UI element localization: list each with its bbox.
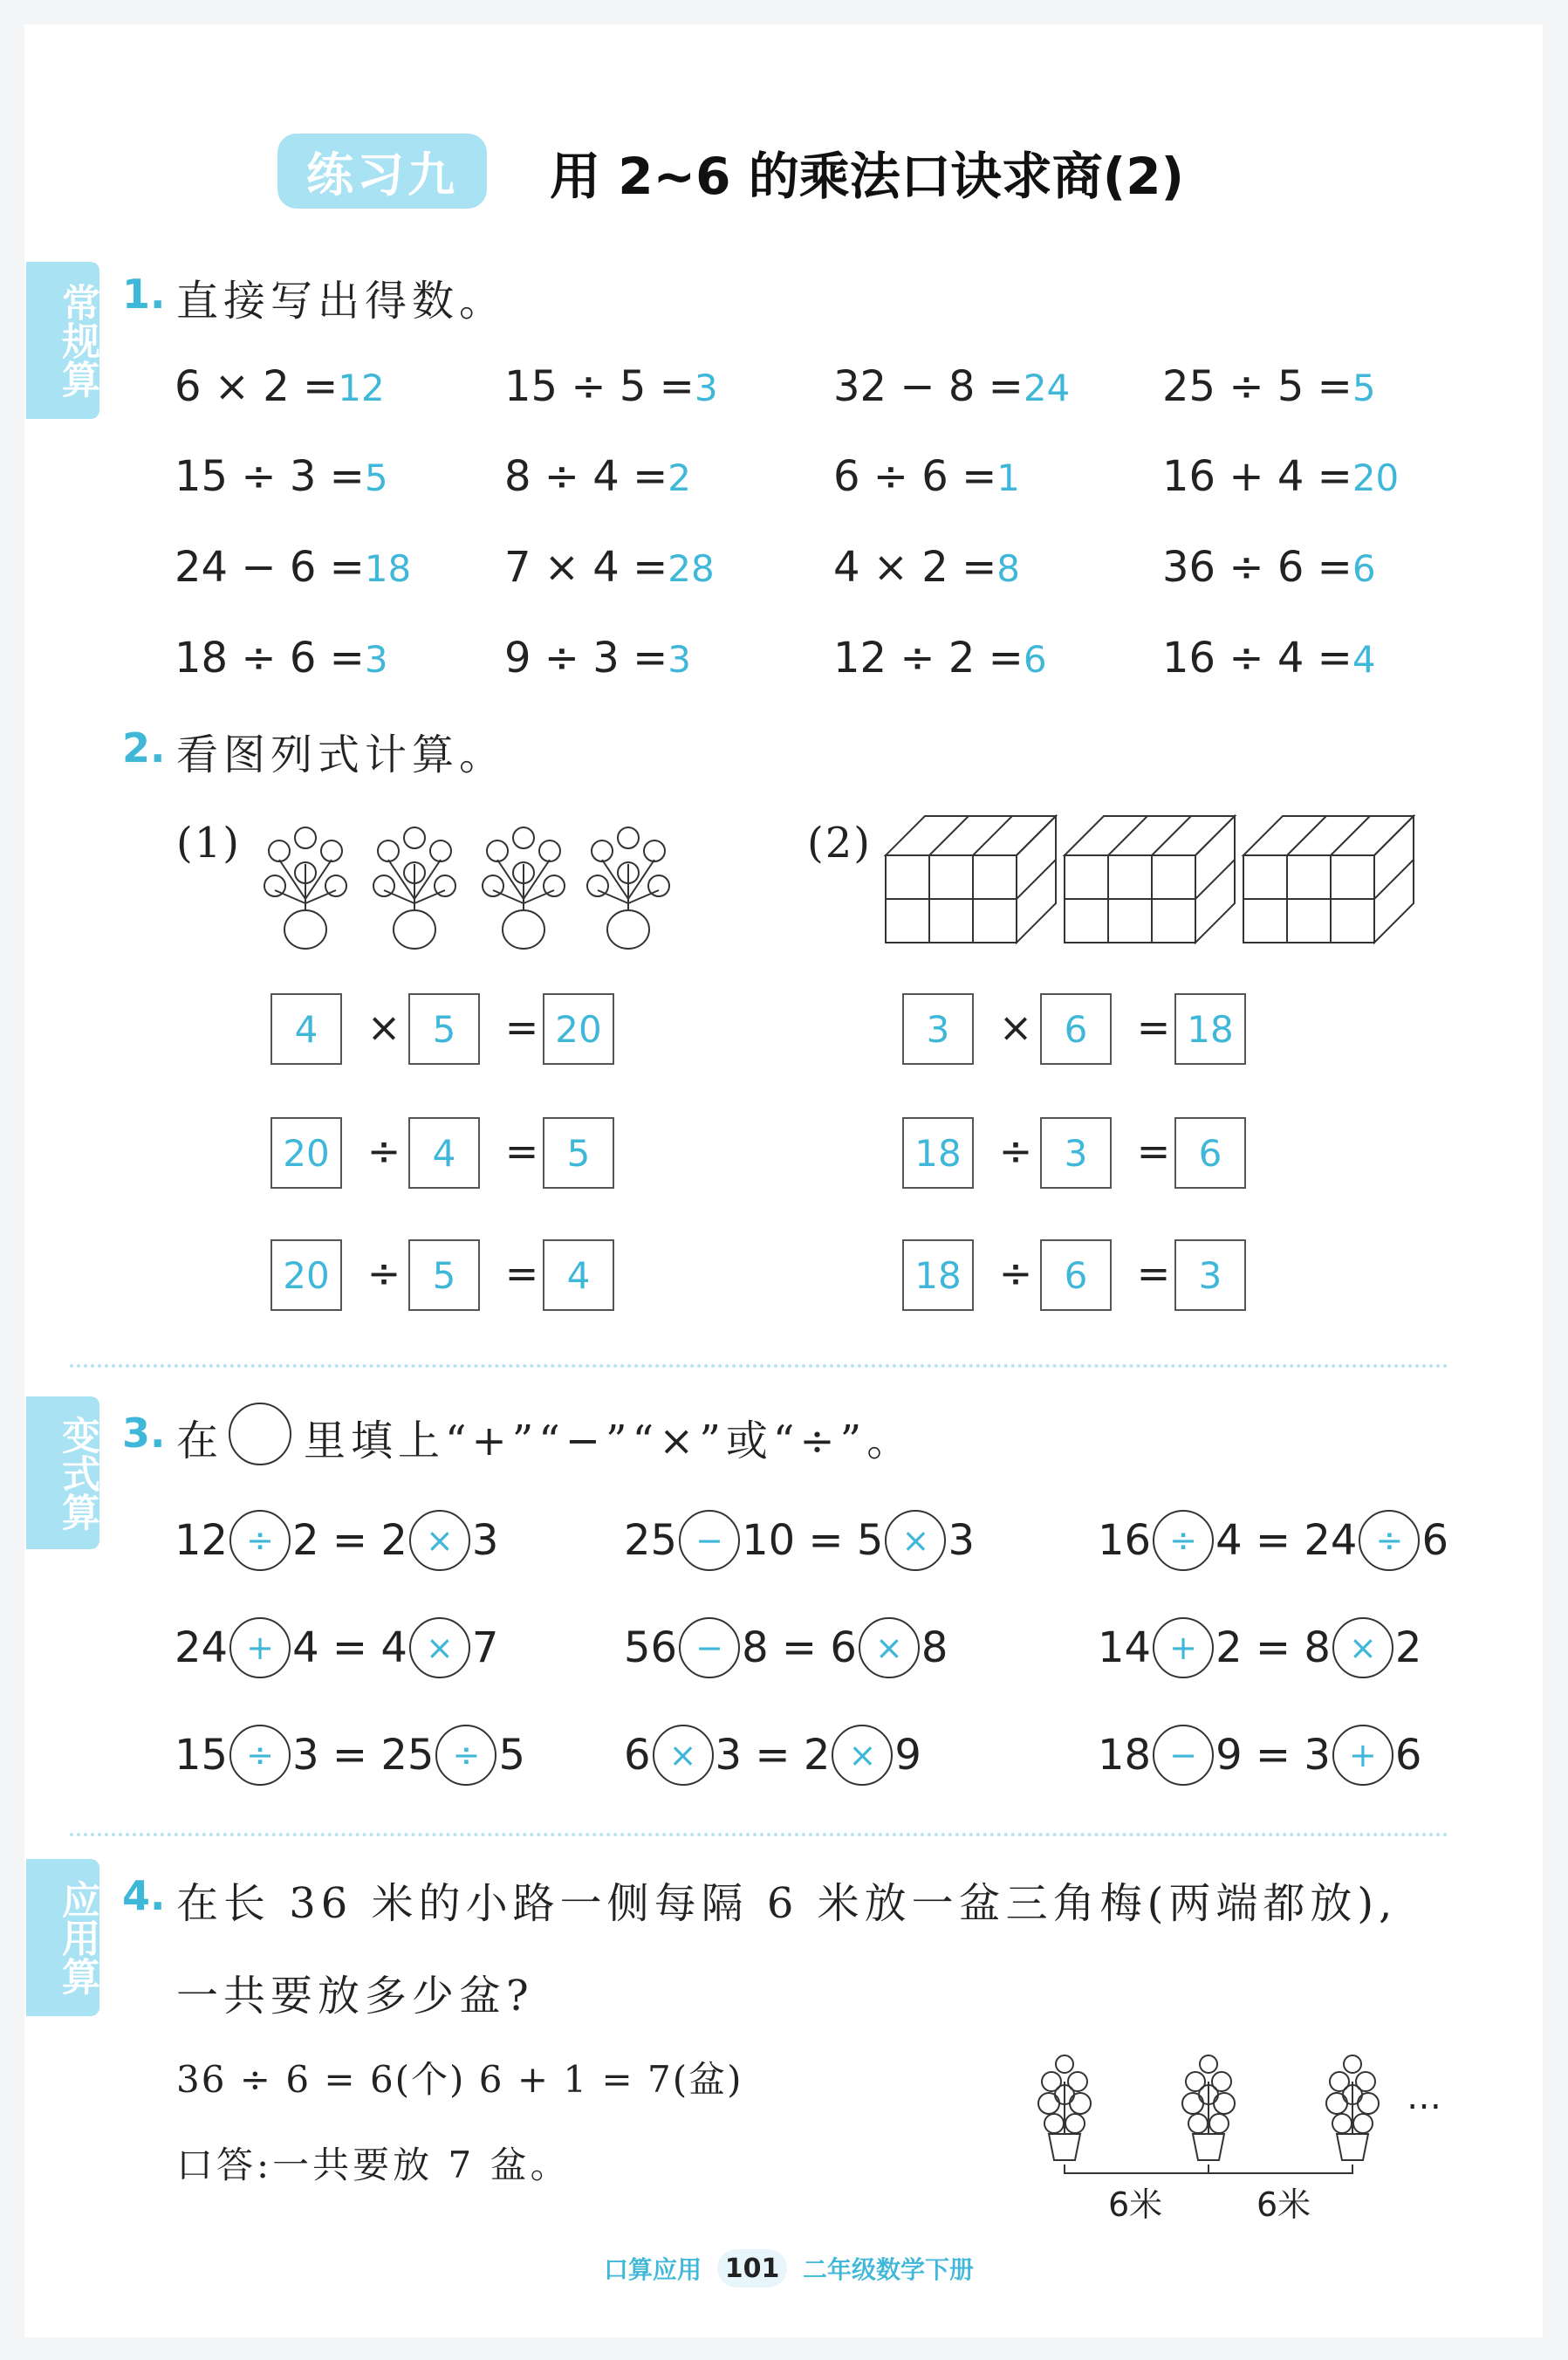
answer-box[interactable]: 4: [543, 1239, 614, 1311]
operator-sign: =: [1136, 1004, 1171, 1051]
equation: [833, 634, 1047, 683]
operator-sign: ×: [998, 1004, 1033, 1051]
equation-part: 9 = 3: [1215, 1731, 1331, 1780]
equation-part: 6: [624, 1731, 651, 1780]
equation-answer: 3: [668, 638, 692, 681]
operator-circle[interactable]: +: [1332, 1725, 1393, 1786]
equation-expression: 32 − 8 =: [833, 362, 1024, 411]
operator-equation: [624, 1725, 921, 1786]
operator-circle[interactable]: ×: [409, 1510, 470, 1571]
equation-part: 9: [894, 1731, 921, 1780]
operator-equation: [175, 1725, 525, 1786]
operator-equation: [1098, 1725, 1421, 1786]
equation-part: 6: [1421, 1516, 1448, 1565]
equation-expression: 24 − 6 =: [175, 543, 365, 592]
equation-expression: 12 ÷ 2 =: [833, 634, 1024, 683]
equation-expression: 15 ÷ 5 =: [504, 362, 695, 411]
blank-circle-example: [229, 1403, 291, 1465]
equation-part: 4 = 24: [1215, 1516, 1358, 1565]
operator-circle[interactable]: ×: [409, 1617, 470, 1678]
equation-answer: 3: [364, 638, 388, 681]
side-label-application: [26, 1859, 99, 2016]
question-text-b: 里填上“+”“−”“×”或“÷”。: [304, 1417, 914, 1465]
page-number: 101: [717, 2249, 787, 2288]
distance-label: 6米: [1108, 2185, 1163, 2224]
equation: [1162, 543, 1376, 592]
operator-sign: ÷: [366, 1250, 401, 1297]
equation-answer: 1: [996, 456, 1021, 499]
distance-label: 6米: [1256, 2185, 1311, 2224]
equation-answer: 2: [668, 456, 692, 499]
equation-part: 25: [624, 1516, 678, 1565]
answer-box[interactable]: 6: [1040, 1239, 1112, 1311]
equation-answer: 5: [1352, 367, 1376, 409]
equation: [1162, 362, 1376, 411]
footer: [604, 2249, 974, 2288]
answer-box[interactable]: 4: [408, 1117, 480, 1189]
equation-answer: 20: [1352, 456, 1400, 499]
answer-box[interactable]: 20: [270, 1117, 342, 1189]
equation-answer: 24: [1023, 367, 1071, 409]
work-line: 36 ÷ 6 = 6(个) 6 + 1 = 7(盆): [176, 2058, 743, 2101]
operator-circle[interactable]: −: [679, 1510, 740, 1571]
equation-part: 8: [921, 1623, 948, 1672]
equation: [833, 452, 1020, 501]
operator-sign: ÷: [998, 1128, 1033, 1175]
equation: [833, 543, 1020, 592]
equation: [833, 362, 1070, 411]
equation: [504, 543, 715, 592]
answer-box[interactable]: 18: [1174, 993, 1246, 1065]
equation-part: 8 = 6: [742, 1623, 857, 1672]
side-label-text: 常规算: [55, 283, 99, 398]
equation-expression: 8 ÷ 4 =: [504, 452, 668, 501]
operator-circle[interactable]: ×: [885, 1510, 946, 1571]
operator-circle[interactable]: +: [229, 1617, 291, 1678]
footer-grade: 二年级数学下册: [803, 2255, 975, 2284]
operator-circle[interactable]: ÷: [1153, 1510, 1214, 1571]
equation-part: 5: [498, 1731, 525, 1780]
question-text-a: 在: [176, 1417, 224, 1465]
ellipsis: …: [1407, 2077, 1441, 2117]
equation-part: 4 = 4: [292, 1623, 407, 1672]
equation-answer: 12: [338, 367, 385, 409]
footer-book: 口算应用: [604, 2255, 702, 2284]
equation-part: 3 = 2: [715, 1731, 831, 1780]
answer-box[interactable]: 18: [902, 1239, 974, 1311]
equation-answer: 4: [1352, 638, 1376, 681]
operator-circle[interactable]: ×: [859, 1617, 920, 1678]
equation-expression: 36 ÷ 6 =: [1162, 543, 1352, 592]
equation-answer: 8: [996, 547, 1021, 590]
operator-sign: =: [504, 1128, 539, 1175]
equation-expression: 4 × 2 =: [833, 543, 997, 592]
equation-expression: 16 ÷ 4 =: [1162, 634, 1352, 683]
answer-box[interactable]: 5: [408, 993, 480, 1065]
equation-expression: 9 ÷ 3 =: [504, 634, 668, 683]
equation: [175, 362, 385, 411]
equation-part: 2 = 2: [292, 1516, 407, 1565]
divider: [70, 1364, 1448, 1368]
equation-answer: 3: [694, 367, 718, 409]
page-title: 用 2~6 的乘法口诀求商(2): [550, 147, 1185, 206]
answer-box[interactable]: 3: [902, 993, 974, 1065]
equation: [175, 543, 411, 592]
equation: [175, 634, 388, 683]
operator-circle[interactable]: ×: [653, 1725, 714, 1786]
answer-box[interactable]: 18: [902, 1117, 974, 1189]
answer-box[interactable]: 6: [1174, 1117, 1246, 1189]
side-label-variant: [26, 1396, 99, 1549]
question-text: 直接写出得数。: [176, 277, 507, 326]
equation-part: 3 = 25: [292, 1731, 435, 1780]
equation-answer: 28: [668, 547, 715, 590]
answer-box[interactable]: 20: [270, 1239, 342, 1311]
question-number: 3.: [122, 1410, 166, 1457]
equation-expression: 6 × 2 =: [175, 362, 339, 411]
answer-box[interactable]: 3: [1174, 1239, 1246, 1311]
equation-expression: 6 ÷ 6 =: [833, 452, 997, 501]
equation-part: 7: [471, 1623, 499, 1672]
operator-circle[interactable]: ÷: [229, 1510, 291, 1571]
equation-part: 16: [1098, 1516, 1152, 1565]
operator-circle[interactable]: −: [679, 1617, 740, 1678]
equation-part: 12: [175, 1516, 229, 1565]
question-number: 1.: [122, 271, 166, 318]
equation: [1162, 634, 1376, 683]
operator-circle[interactable]: ÷: [229, 1725, 291, 1786]
operator-circle[interactable]: ÷: [435, 1725, 496, 1786]
part-label: (2): [807, 819, 872, 868]
equation-expression: 15 ÷ 3 =: [175, 452, 365, 501]
answer-box[interactable]: 3: [1040, 1117, 1112, 1189]
equation-answer: 6: [1352, 547, 1376, 590]
operator-sign: ÷: [998, 1250, 1033, 1297]
operator-equation: [1098, 1617, 1421, 1678]
equation-expression: 25 ÷ 5 =: [1162, 362, 1352, 411]
operator-equation: [175, 1510, 498, 1571]
operator-circle[interactable]: ×: [832, 1725, 893, 1786]
side-label-text: 变式算: [55, 1415, 99, 1531]
equation-part: 18: [1098, 1731, 1152, 1780]
equation-expression: 7 × 4 =: [504, 543, 668, 592]
operator-equation: [1098, 1510, 1448, 1571]
question-text: 看图列式计算。: [176, 731, 507, 779]
operator-sign: =: [1136, 1128, 1171, 1175]
equation-part: 2: [1394, 1623, 1422, 1672]
equation-answer: 6: [1023, 638, 1047, 681]
equation: [504, 634, 691, 683]
answer-box[interactable]: 20: [543, 993, 614, 1065]
equation-expression: 16 + 4 =: [1162, 452, 1352, 501]
part-label: (1): [176, 819, 241, 868]
operator-sign: =: [504, 1250, 539, 1297]
equation-part: 10 = 5: [742, 1516, 884, 1565]
equation-part: 6: [1394, 1731, 1422, 1780]
answer-line: 口答:一共要放 7 盆。: [176, 2144, 571, 2186]
exercise-tag: 练习九: [277, 134, 487, 209]
operator-circle[interactable]: +: [1153, 1617, 1214, 1678]
equation-expression: 18 ÷ 6 =: [175, 634, 365, 683]
question-text: 在长 36 米的小路一侧每隔 6 米放一盆三角梅(两端都放),: [176, 1879, 1398, 1928]
equation-part: 15: [175, 1731, 229, 1780]
equation-part: 56: [624, 1623, 678, 1672]
equation-part: 14: [1098, 1623, 1152, 1672]
blocks-illustration: [881, 812, 1422, 951]
equation-part: 3: [948, 1516, 975, 1565]
operator-circle[interactable]: ×: [1332, 1617, 1393, 1678]
answer-box[interactable]: 4: [270, 993, 342, 1065]
operator-sign: ÷: [366, 1128, 401, 1175]
equation: [175, 452, 388, 501]
equation-part: 24: [175, 1623, 229, 1672]
answer-box[interactable]: 6: [1040, 993, 1112, 1065]
equation: [504, 362, 718, 411]
side-label-text: 应用算: [55, 1880, 99, 1995]
operator-circle[interactable]: ÷: [1359, 1510, 1420, 1571]
operator-equation: [175, 1617, 498, 1678]
operator-equation: [624, 1617, 948, 1678]
equation: [1162, 452, 1399, 501]
equation-answer: 18: [364, 547, 412, 590]
equation-answer: 5: [364, 456, 388, 499]
flower-pots-illustration: [253, 812, 689, 951]
operator-sign: =: [504, 1004, 539, 1051]
question-text-line2: 一共要放多少盆?: [176, 1972, 534, 2020]
question-number: 2.: [122, 724, 166, 772]
operator-equation: [624, 1510, 975, 1571]
operator-circle[interactable]: −: [1153, 1725, 1214, 1786]
equation: [504, 452, 691, 501]
answer-box[interactable]: 5: [543, 1117, 614, 1189]
operator-sign: =: [1136, 1250, 1171, 1297]
equation-part: 3: [471, 1516, 499, 1565]
answer-box[interactable]: 5: [408, 1239, 480, 1311]
question-number: 4.: [122, 1872, 166, 1919]
side-label-routine: [26, 262, 99, 419]
equation-part: 2 = 8: [1215, 1623, 1331, 1672]
operator-sign: ×: [366, 1004, 401, 1051]
divider: [70, 1833, 1448, 1836]
